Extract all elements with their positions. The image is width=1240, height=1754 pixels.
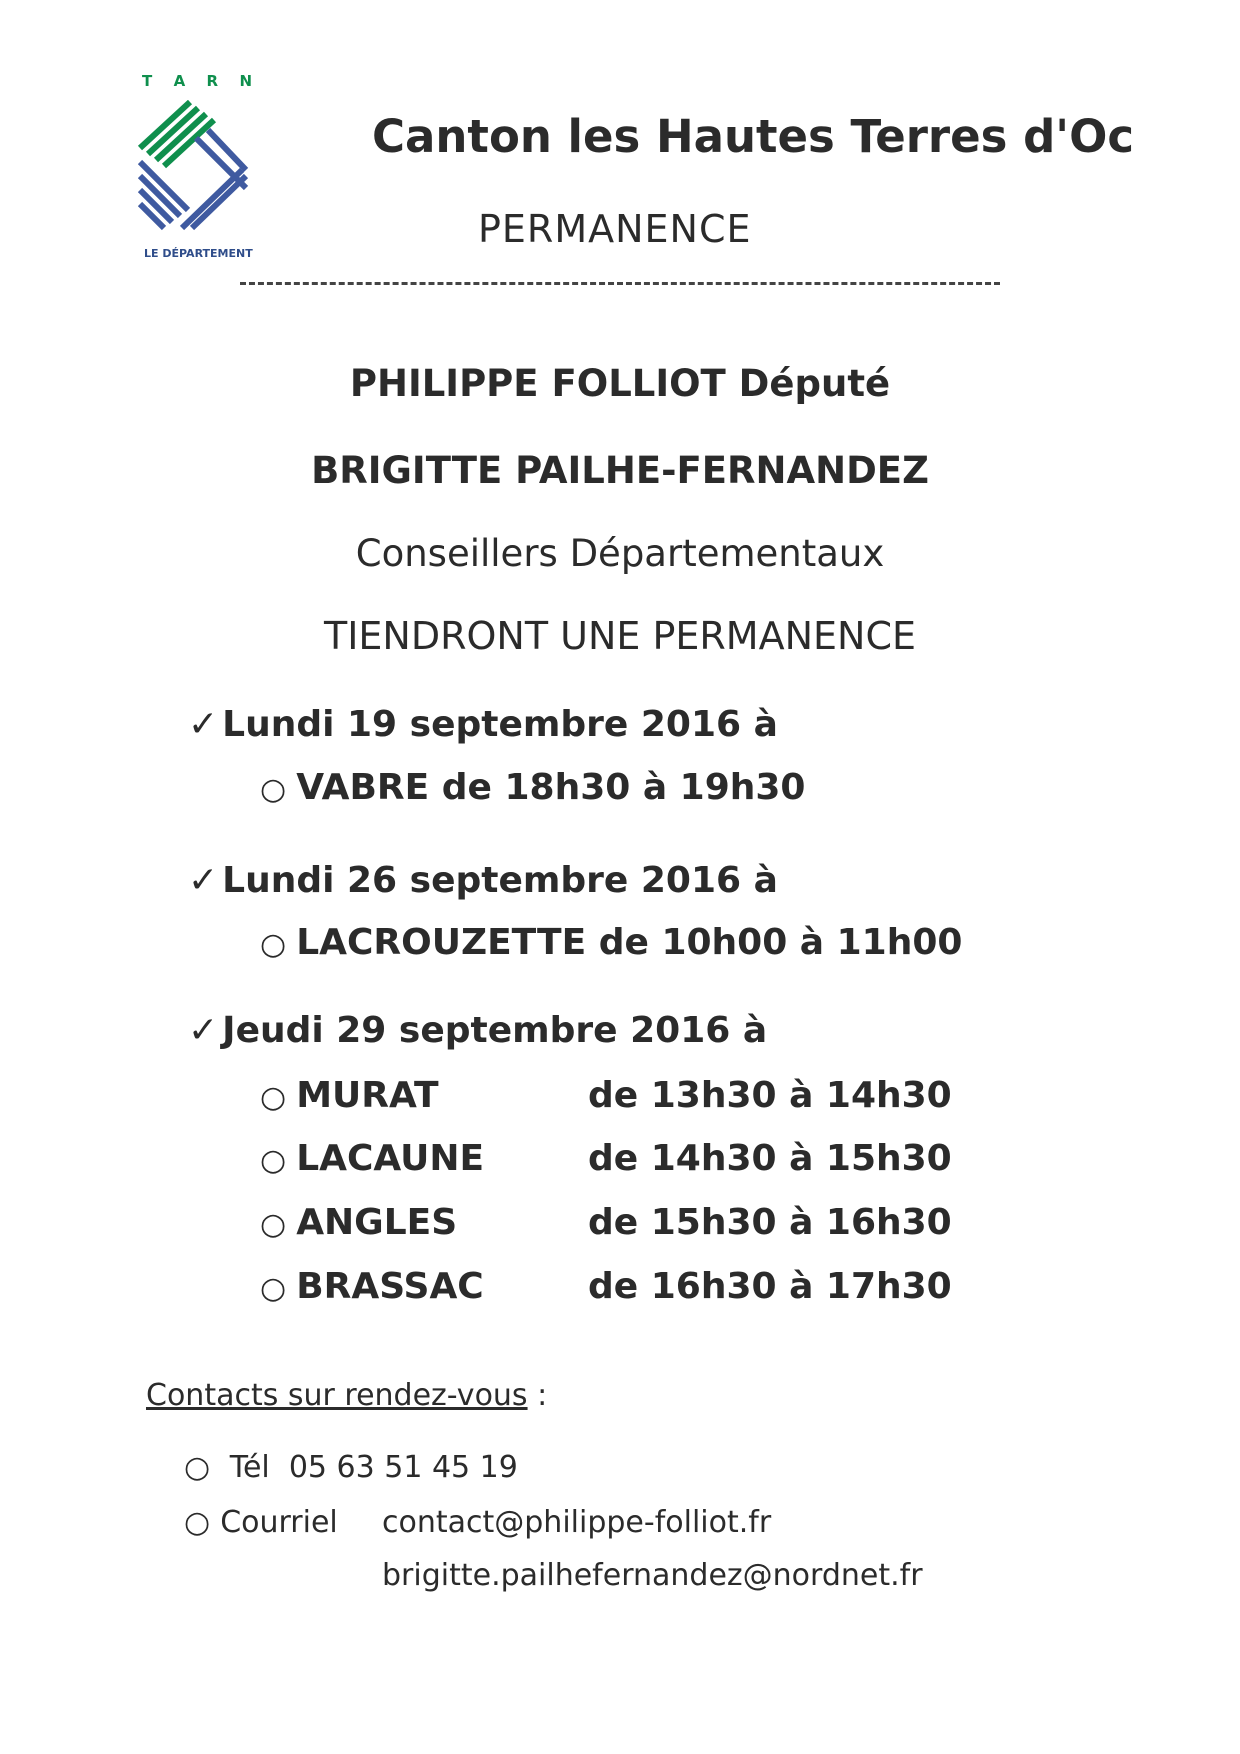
location-name: LACROUZETTE de 10h00 à 11h00 — [296, 922, 963, 963]
contact-phone — [184, 1450, 518, 1485]
checkmark-icon: ✓ — [188, 704, 219, 745]
circle-bullet-icon: ○ — [260, 1207, 287, 1242]
circle-bullet-icon: ○ — [260, 927, 287, 962]
schedule-location — [260, 767, 805, 808]
page-title: Canton les Hautes Terres d'Oc — [372, 110, 1135, 163]
checkmark-icon: ✓ — [188, 1010, 219, 1051]
schedule-date — [188, 860, 778, 901]
location-time: de 16h30 à 17h30 — [588, 1266, 952, 1307]
schedule-location — [260, 1138, 484, 1179]
phone-label: Tél — [229, 1450, 270, 1485]
dashed-divider — [240, 282, 1000, 285]
logo-tarn-text — [142, 72, 252, 90]
schedule-location — [260, 1075, 439, 1116]
circle-bullet-icon: ○ — [260, 772, 287, 807]
councillor-name: BRIGITTE PAILHE-FERNANDEZ — [311, 449, 929, 492]
contacts-heading-suffix: : — [527, 1378, 548, 1413]
deputy-name: PHILIPPE FOLLIOT Député — [349, 362, 891, 405]
logo-department-text: LE DÉPARTEMENT — [144, 247, 253, 260]
location-name: VABRE de 18h30 à 19h30 — [296, 767, 806, 808]
circle-bullet-icon: ○ — [260, 1143, 287, 1178]
location-time: de 13h30 à 14h30 — [588, 1075, 952, 1116]
logo-letter: N — [239, 72, 252, 90]
schedule-date-text: Lundi 26 septembre 2016 à — [222, 860, 778, 901]
checkmark-icon: ✓ — [188, 860, 219, 901]
logo-letter: R — [206, 72, 219, 90]
location-time: de 15h30 à 16h30 — [588, 1202, 952, 1243]
location-name: ANGLES — [296, 1202, 458, 1243]
schedule-date-text: Jeudi 29 septembre 2016 à — [222, 1010, 768, 1051]
contacts-heading-text: Contacts sur rendez-vous — [146, 1378, 528, 1413]
location-name: BRASSAC — [296, 1266, 484, 1307]
schedule-date — [188, 704, 778, 745]
schedule-location — [260, 922, 962, 963]
circle-bullet-icon: ○ — [260, 1080, 287, 1115]
location-name: MURAT — [296, 1075, 439, 1116]
schedule-location — [260, 1266, 484, 1307]
email-label: Courriel — [220, 1505, 338, 1540]
councillors-title: Conseillers Départementaux — [355, 532, 885, 575]
tarn-logo — [138, 72, 258, 268]
phone-number: 05 63 51 45 19 — [288, 1450, 518, 1485]
location-name: LACAUNE — [296, 1138, 485, 1179]
contacts-heading — [146, 1378, 547, 1413]
schedule-date-text: Lundi 19 septembre 2016 à — [222, 704, 778, 745]
circle-bullet-icon: ○ — [260, 1271, 287, 1306]
department-emblem-icon — [138, 100, 250, 240]
circle-bullet-icon: ○ — [184, 1450, 211, 1485]
logo-letter: A — [173, 72, 186, 90]
location-time: de 14h30 à 15h30 — [588, 1138, 952, 1179]
contact-email — [184, 1505, 338, 1540]
email-link-1[interactable]: contact@philippe-folliot.fr — [382, 1505, 772, 1540]
schedule-location — [260, 1202, 457, 1243]
schedule-date — [188, 1010, 767, 1051]
logo-letter: T — [142, 72, 153, 90]
circle-bullet-icon: ○ — [184, 1505, 211, 1540]
page-subtitle: PERMANENCE — [478, 207, 752, 251]
email-link-2[interactable]: brigitte.pailhefernandez@nordnet.fr — [382, 1558, 923, 1593]
announcement-line: TIENDRONT UNE PERMANENCE — [324, 614, 916, 658]
